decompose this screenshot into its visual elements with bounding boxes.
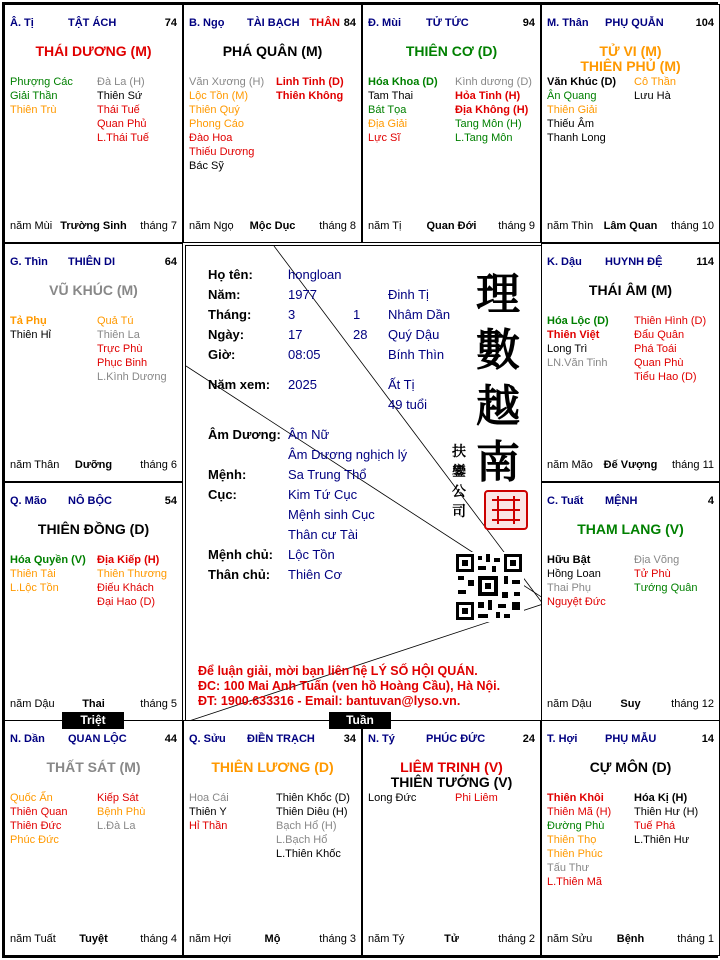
- minor-star: Thiên La: [97, 329, 140, 341]
- palace-position: N. Dần: [10, 733, 45, 745]
- minor-stars-right: [455, 75, 532, 145]
- palace-month: tháng 9: [498, 220, 535, 232]
- minor-star: Hóa Khoa (D): [368, 76, 438, 88]
- contact-line-2: ĐC: 100 Mai Anh Tuấn (ven hồ Hoàng Cầu), Hà Nội.: [198, 679, 501, 693]
- major-star: LIÊM TRINH (V): [400, 759, 503, 775]
- palace-tuat: [541, 482, 720, 721]
- minor-stars-left: [368, 75, 438, 145]
- palace-position: Q. Sửu: [189, 733, 226, 745]
- palace-position: K. Dậu: [547, 256, 582, 268]
- minor-star: Lực Sĩ: [368, 132, 401, 144]
- minor-star: Tả Phụ: [10, 315, 47, 327]
- minor-star: Tiểu Hao (D): [634, 371, 697, 383]
- minor-star: Linh Tinh (D): [276, 76, 344, 88]
- minor-star: LN.Văn Tinh: [547, 357, 608, 369]
- minor-star: Phi Liêm: [455, 792, 498, 804]
- minor-star: L.Lộc Tồn: [10, 582, 59, 594]
- name-value: hongloan: [288, 267, 342, 282]
- minor-star: Bệnh Phù: [97, 806, 146, 818]
- palace-year: năm Mão: [547, 459, 593, 471]
- menh-chu-label: Mệnh chủ:: [208, 547, 273, 562]
- than-chu-value: Thiên Cơ: [288, 567, 343, 582]
- side-char-2: 鑾: [452, 464, 466, 480]
- major-star: PHÁ QUÂN (M): [222, 43, 323, 59]
- minor-star: Thiên Diêu (H): [276, 806, 348, 818]
- palace-footer: [368, 933, 535, 947]
- palace-footer: [10, 698, 177, 712]
- palace-name: TẬT ÁCH: [68, 17, 117, 29]
- minor-star: L.Bạch Hổ: [276, 834, 328, 846]
- calligraphy-1: 理: [476, 269, 520, 320]
- minor-star: Đà La (H): [97, 76, 145, 88]
- minor-stars-right: [276, 75, 344, 103]
- palace-stage: Tử: [444, 933, 459, 945]
- palace-month: tháng 2: [498, 933, 535, 945]
- minor-stars-left: [10, 75, 73, 117]
- palace-position: M. Thân: [547, 17, 589, 29]
- minor-stars-right: [276, 791, 350, 861]
- minor-star: Thiên Hỉ: [10, 329, 51, 341]
- minor-stars-right: [634, 314, 706, 384]
- major-star: THIÊN LƯƠNG (D): [211, 759, 334, 775]
- palace-year: năm Dậu: [547, 698, 592, 710]
- palace-footer: [10, 459, 177, 473]
- minor-star: Thiên Quý: [189, 104, 240, 116]
- minor-star: Đẩu Quân: [634, 329, 685, 341]
- palace-month: tháng 12: [671, 698, 714, 710]
- palace-header: [368, 17, 535, 31]
- palace-year: năm Dậu: [10, 698, 55, 710]
- tuan-tag: Tuần: [329, 712, 391, 729]
- minor-star: Thiên Phúc: [547, 848, 603, 860]
- minor-star: Thiên Đức: [10, 820, 62, 832]
- minor-star: Long Trì: [547, 343, 588, 355]
- calligraphy-4: 南: [476, 437, 520, 488]
- minor-star: Địa Kiếp (H): [97, 554, 160, 566]
- palace-position: N. Tý: [368, 733, 395, 745]
- minor-star: Địa Không (H): [455, 104, 529, 116]
- palace-number: 64: [164, 256, 177, 268]
- palace-stage: Đế Vượng: [603, 459, 658, 471]
- palace-name: PHỤ QUẪN: [605, 17, 664, 29]
- am-duong-note: Âm Dương nghịch lý: [288, 447, 408, 462]
- minor-star: Hóa Quyền (V): [10, 554, 86, 566]
- view-year-value: 2025: [288, 377, 317, 392]
- horoscope-board: [2, 2, 718, 958]
- minor-star: Đường Phù: [547, 820, 605, 832]
- calligraphy-2: 數: [476, 325, 520, 376]
- minor-star: Thiên Hình (D): [634, 315, 707, 327]
- qr-code-icon[interactable]: [454, 552, 524, 622]
- palace-year: năm Hợi: [189, 933, 232, 945]
- minor-star: Quốc Ấn: [10, 792, 53, 804]
- palace-year: năm Mùi: [10, 220, 53, 232]
- major-star: THÁI DƯƠNG (M): [35, 43, 152, 59]
- minor-stars-left: [547, 791, 611, 889]
- minor-star: Thiên Không: [276, 90, 344, 102]
- minor-star: Hóa Kị (H): [634, 792, 688, 804]
- major-star: THIÊN CƠ (D): [405, 43, 498, 59]
- can-chi-month: Nhâm Dần: [388, 307, 451, 322]
- info-labels-2: [208, 425, 281, 585]
- palace-name: THIÊN DI: [68, 256, 116, 268]
- minor-stars-right: [455, 791, 498, 805]
- palace-name: HUYNH ĐỆ: [605, 256, 663, 268]
- contact-line-1: Để luận giải, mời bạn liên hệ LÝ SỐ HỘI QUÁN.: [198, 664, 478, 678]
- major-star: THIÊN TƯỚNG (V): [390, 774, 513, 790]
- minor-star: Phượng Các: [10, 76, 73, 88]
- palace-footer: [547, 933, 714, 947]
- minor-star: Thiên Khôi: [547, 792, 604, 804]
- minor-stars-right: [634, 75, 676, 103]
- minor-star: Đại Hao (D): [97, 596, 156, 608]
- palace-number: 34: [343, 733, 356, 745]
- minor-star: L.Đà La: [97, 820, 136, 832]
- minor-stars-left: [189, 75, 264, 173]
- info-values-a: [288, 265, 342, 395]
- minor-star: Nguyệt Đức: [547, 596, 606, 608]
- minor-star: Thiên Trù: [10, 104, 57, 116]
- can-chi-view-year: Ất Tị: [388, 377, 415, 392]
- palace-month: tháng 5: [140, 698, 177, 710]
- minor-star: Thiếu Âm: [547, 118, 595, 130]
- minor-star: Thiên Tài: [10, 568, 56, 580]
- menh-value: Sa Trung Thổ: [288, 467, 367, 482]
- minor-star: Tấu Thư: [547, 862, 590, 874]
- minor-star: Thiếu Dương: [189, 146, 255, 158]
- minor-star: Địa Giải: [368, 118, 408, 130]
- palace-footer: [547, 698, 714, 712]
- palace-mui: [362, 4, 541, 243]
- triet-tag: Triệt: [62, 712, 124, 729]
- palace-stage: Dưỡng: [74, 459, 113, 471]
- palace-number: 104: [695, 17, 714, 29]
- month-label: Tháng:: [208, 307, 252, 322]
- palace-name: MỆNH: [605, 495, 638, 507]
- palace-footer: [10, 933, 177, 947]
- palace-name: PHÚC ĐỨC: [426, 733, 486, 745]
- minor-star: Thiên Thương: [97, 568, 168, 580]
- palace-month: tháng 6: [140, 459, 177, 471]
- palace-stage: Tuyệt: [79, 933, 108, 945]
- red-seal-stamp: [484, 490, 528, 530]
- info-values-b: [353, 305, 367, 345]
- info-values-c: [388, 285, 450, 415]
- minor-star: Bạch Hổ (H): [276, 820, 337, 832]
- palace-footer: [10, 220, 177, 234]
- palace-hoi: [541, 720, 720, 956]
- palace-header: [10, 733, 177, 747]
- palace-position: C. Tuất: [547, 495, 584, 507]
- minor-stars-right: [97, 314, 167, 384]
- minor-stars-left: [547, 75, 616, 145]
- minor-star: L.Thiên Khốc: [276, 848, 341, 860]
- palace-name: ĐIỀN TRẠCH: [247, 733, 315, 745]
- minor-star: L.Thiên Hư: [634, 834, 690, 846]
- palace-name: TỬ TỨC: [426, 17, 469, 29]
- minor-star: Kiếp Sát: [97, 792, 139, 804]
- center-info-panel: [185, 245, 542, 721]
- minor-star: Ân Quang: [547, 90, 597, 102]
- palace-stage: Mộ: [264, 933, 281, 945]
- major-star: TỬ VI (M): [599, 43, 662, 59]
- palace-number: 24: [522, 733, 535, 745]
- minor-star: Tam Thai: [368, 90, 414, 102]
- palace-month: tháng 4: [140, 933, 177, 945]
- palace-position: Đ. Mùi: [368, 17, 401, 29]
- palace-stage: Trường Sinh: [60, 220, 127, 232]
- minor-star: Giải Thần: [10, 90, 58, 102]
- palace-year: năm Sửu: [547, 933, 593, 945]
- minor-star: Phúc Đức: [10, 834, 59, 846]
- minor-star: Thiên Quan: [10, 806, 68, 818]
- info-values-2: [288, 425, 407, 585]
- minor-star: Phá Toái: [634, 343, 677, 355]
- minor-star: Hồng Loan: [547, 568, 601, 580]
- minor-stars-right: [97, 75, 149, 145]
- day-value: 17: [288, 327, 303, 342]
- palace-footer: [547, 459, 714, 473]
- minor-star: Thiên Giải: [547, 104, 598, 116]
- minor-star: Bác Sỹ: [189, 160, 224, 172]
- palace-year: năm Thìn: [547, 220, 594, 232]
- palace-than: [541, 4, 720, 243]
- palace-header: [547, 733, 714, 747]
- major-star: THAM LANG (V): [577, 521, 684, 537]
- palace-header: [189, 17, 356, 31]
- minor-star: Thiên Hư (H): [634, 806, 699, 818]
- major-star: THIÊN ĐỒNG (D): [37, 521, 150, 537]
- minor-star: Hữu Bật: [547, 554, 591, 566]
- palace-header: [189, 733, 356, 747]
- palace-stage: Suy: [620, 698, 641, 710]
- minor-star: Địa Võng: [634, 554, 680, 566]
- palace-year: năm Ngọ: [189, 220, 234, 232]
- minor-star: Kình dương (D): [455, 76, 532, 88]
- cuc-value: Kim Tứ Cục: [288, 487, 358, 502]
- minor-star: L.Thái Tuế: [97, 132, 149, 144]
- minor-star: Thiên Khốc (D): [276, 792, 350, 804]
- palace-header: [10, 495, 177, 509]
- side-char-4: 司: [452, 504, 466, 520]
- minor-star: Tử Phù: [634, 568, 671, 580]
- palace-footer: [368, 220, 535, 234]
- minor-star: Đào Hoa: [189, 132, 233, 144]
- minor-star: Văn Khúc (D): [547, 76, 617, 88]
- palace-dau: [541, 243, 720, 482]
- year-label: Năm:: [208, 287, 241, 302]
- side-char-3: 公: [452, 484, 466, 500]
- palace-number: 94: [522, 17, 535, 29]
- palace-dan: [4, 720, 183, 956]
- palace-header: [10, 17, 177, 31]
- contact-block: [198, 664, 500, 709]
- palace-number: 54: [164, 495, 177, 507]
- palace-number: 4: [707, 495, 714, 507]
- than-cu: Thân cư Tài: [288, 527, 358, 542]
- minor-stars-left: [10, 553, 86, 595]
- palace-stage: Quan Đới: [426, 220, 477, 232]
- minor-star: Văn Xương (H): [189, 76, 265, 88]
- minor-star: Thái Tuế: [97, 104, 140, 116]
- minor-star: Lộc Tồn (M): [189, 90, 249, 102]
- minor-star: Thiên Sứ: [97, 90, 143, 102]
- minor-stars-left: [10, 314, 51, 342]
- palace-month: tháng 3: [319, 933, 356, 945]
- palace-mao: [4, 482, 183, 721]
- palace-year: năm Tuất: [10, 933, 56, 945]
- minor-star: Hoa Cái: [189, 792, 229, 804]
- side-char-1: 扶: [452, 444, 466, 460]
- major-star: THIÊN PHỦ (M): [580, 58, 681, 74]
- minor-star: Quan Phù: [634, 357, 684, 369]
- palace-number: 44: [164, 733, 177, 745]
- hour-value: 08:05: [288, 347, 321, 362]
- minor-stars-left: [368, 791, 416, 805]
- palace-ngo: [183, 4, 362, 243]
- minor-star: Bát Tọa: [368, 104, 407, 116]
- minor-star: Quan Phủ: [97, 118, 147, 130]
- palace-header: [547, 17, 714, 31]
- palace-name: QUAN LỘC: [68, 733, 127, 745]
- palace-position: T. Hợi: [547, 733, 578, 745]
- palace-footer: [189, 933, 356, 947]
- minor-star: Thiên Y: [189, 806, 227, 818]
- minor-stars-right: [97, 553, 167, 609]
- hour-label: Giờ:: [208, 347, 236, 362]
- minor-star: Hỏa Tinh (H): [455, 90, 521, 102]
- palace-thin: [4, 243, 183, 482]
- minor-stars-left: [547, 553, 606, 609]
- minor-star: Thai Phụ: [547, 582, 592, 594]
- palace-ty: [362, 720, 541, 956]
- am-duong-value: Âm Nữ: [288, 427, 330, 442]
- minor-star: Cô Thần: [634, 76, 676, 88]
- minor-stars-right: [634, 553, 698, 595]
- menh-label: Mệnh:: [208, 467, 247, 482]
- minor-star: L.Kình Dương: [97, 371, 167, 383]
- minor-star: Trực Phù: [97, 343, 143, 355]
- palace-stage: Thai: [82, 698, 105, 710]
- minor-star: L.Tang Môn: [455, 132, 513, 144]
- palace-month: tháng 1: [677, 933, 714, 945]
- contact-line-3: ĐT: 1900.633316 - Email: bantuvan@lyso.vn.: [198, 694, 461, 708]
- major-star: THẤT SÁT (M): [46, 759, 141, 775]
- palace-name: TÀI BẠCH: [247, 17, 300, 29]
- palace-month: tháng 7: [140, 220, 177, 232]
- palace-position: G. Thìn: [10, 256, 48, 268]
- month-value: 3: [288, 307, 296, 322]
- age-value: 49 tuổi: [388, 397, 428, 412]
- name-label: Họ tên:: [208, 267, 253, 282]
- minor-stars-left: [547, 314, 609, 370]
- palace-month: tháng 8: [319, 220, 356, 232]
- palace-month: tháng 11: [671, 459, 714, 471]
- minor-star: Lưu Hà: [634, 90, 671, 102]
- major-star: THÁI ÂM (M): [588, 282, 673, 298]
- view-year-label: Năm xem:: [208, 377, 271, 392]
- lunar-day-value: 28: [353, 327, 368, 342]
- minor-star: Quả Tú: [97, 315, 134, 327]
- palace-month: tháng 10: [671, 220, 714, 232]
- palace-suu: [183, 720, 362, 956]
- year-value: 1977: [288, 287, 317, 302]
- minor-stars-right: [634, 791, 698, 847]
- than-marker: THÂN: [309, 17, 340, 29]
- am-duong-label: Âm Dương:: [208, 427, 281, 442]
- minor-star: L.Thiên Mã: [547, 876, 603, 888]
- palace-stage: Bệnh: [616, 933, 645, 945]
- minor-stars-right: [97, 791, 145, 833]
- can-chi-day: Quý Dậu: [388, 327, 440, 342]
- palace-number: 114: [696, 256, 714, 268]
- side-seal-text: [452, 442, 468, 522]
- palace-footer: [189, 220, 356, 234]
- palace-position: Â. Tị: [10, 17, 34, 29]
- menh-chu-value: Lộc Tồn: [288, 547, 335, 562]
- palace-stage: Mộc Dục: [249, 220, 296, 232]
- can-chi-hour: Bính Thìn: [388, 347, 445, 362]
- minor-star: Thiên Thọ: [547, 834, 597, 846]
- minor-star: Hóa Lộc (D): [547, 315, 609, 327]
- minor-star: Thiên Mã (H): [547, 806, 612, 818]
- palace-number: 14: [701, 733, 714, 745]
- minor-star: Long Đức: [368, 792, 417, 804]
- minor-star: Điếu Khách: [97, 582, 154, 594]
- minor-star: Thiên Việt: [547, 329, 600, 341]
- minor-star: Tang Môn (H): [455, 118, 522, 130]
- than-chu-label: Thân chủ:: [208, 567, 271, 582]
- minor-star: Tướng Quân: [634, 582, 698, 594]
- calligraphy-3: 越: [476, 381, 520, 432]
- major-star: VŨ KHÚC (M): [49, 282, 138, 298]
- palace-year: năm Tý: [368, 933, 405, 945]
- palace-header: [10, 256, 177, 270]
- minor-stars-left: [10, 791, 67, 847]
- cuc-relation: Mệnh sinh Cục: [288, 507, 375, 522]
- palace-header: [547, 256, 714, 270]
- palace-stage: Lâm Quan: [603, 220, 658, 232]
- palace-number: 74: [164, 17, 177, 29]
- minor-star: Tuế Phá: [634, 820, 676, 832]
- can-chi-year: Đinh Tị: [388, 287, 429, 302]
- palace-ti: [4, 4, 183, 243]
- palace-position: B. Ngọ: [189, 17, 225, 29]
- palace-name: NÔ BỘC: [68, 495, 112, 507]
- palace-header: [547, 495, 714, 509]
- minor-stars-left: [189, 791, 229, 833]
- palace-name: PHỤ MẪU: [605, 733, 657, 745]
- minor-star: Hỉ Thần: [189, 820, 228, 832]
- palace-year: năm Thân: [10, 459, 60, 471]
- major-star: CỰ MÔN (D): [589, 759, 672, 775]
- lunar-month-value: 1: [353, 307, 361, 322]
- info-labels: [208, 265, 270, 395]
- day-label: Ngày:: [208, 327, 245, 342]
- palace-position: Q. Mão: [10, 495, 47, 507]
- minor-star: Thanh Long: [547, 132, 606, 144]
- cuc-label: Cục:: [208, 487, 237, 502]
- palace-footer: [547, 220, 714, 234]
- palace-number: 84: [343, 17, 356, 29]
- palace-year: năm Tị: [368, 220, 402, 232]
- palace-header: [368, 733, 535, 747]
- minor-star: Phục Binh: [97, 357, 148, 369]
- minor-star: Phong Cáo: [189, 118, 245, 130]
